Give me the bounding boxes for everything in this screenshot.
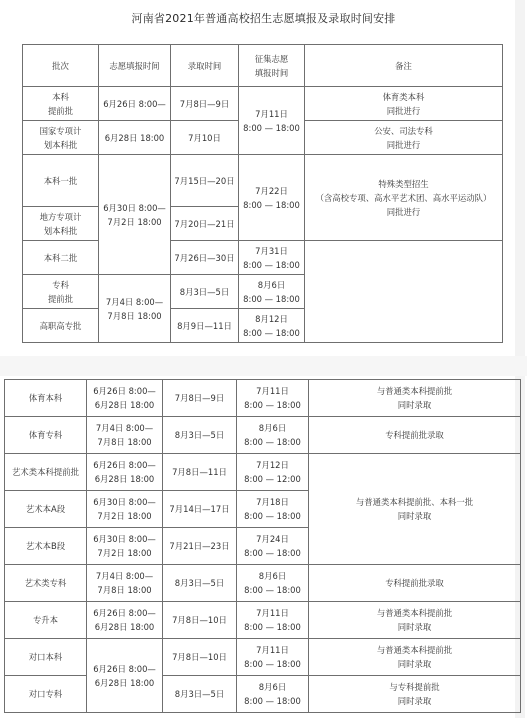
batch-cell: 艺术类本科提前批 [5, 454, 87, 491]
fill-time-cell: 6月30日 8:00— 7月2日 18:00 [87, 528, 163, 565]
note-cell: 体育类本科 同批进行 [305, 87, 503, 121]
note-cell: 与普通类本科提前批 同时录取 [309, 602, 521, 639]
admit-time-cell: 7月20日—21日 [171, 207, 239, 241]
fill-time-cell: 6月30日 8:00— 7月2日 18:00 [87, 491, 163, 528]
batch-cell: 体育专科 [5, 417, 87, 454]
collect-time-cell: 8月6日 8:00 — 18:00 [237, 565, 309, 602]
collect-time-cell: 8月6日 8:00 — 18:00 [237, 676, 309, 713]
table-row [5, 380, 521, 417]
collect-time-cell: 7月11日 8:00 — 18:00 [239, 87, 305, 155]
fill-time-cell: 6月28日 18:00 [99, 121, 171, 155]
note-cell-empty [305, 241, 503, 343]
table-header-row [23, 45, 503, 87]
table-row [5, 454, 521, 491]
admit-time-cell: 8月3日—5日 [171, 275, 239, 309]
fill-time-cell: 7月4日 8:00— 7月8日 18:00 [87, 565, 163, 602]
batch-cell: 国家专项计 划本科批 [23, 121, 99, 155]
table-row [23, 87, 503, 121]
header-collect-time: 征集志愿 填报时间 [239, 45, 305, 87]
batch-cell: 地方专项计 划本科批 [23, 207, 99, 241]
collect-time-cell: 8月6日 8:00 — 18:00 [239, 275, 305, 309]
admit-time-cell: 8月3日—5日 [163, 565, 237, 602]
separator-band [0, 356, 527, 376]
collect-time-cell: 7月11日 8:00 — 18:00 [237, 602, 309, 639]
table-row [5, 639, 521, 676]
collect-time-cell: 8月6日 8:00 — 18:00 [237, 417, 309, 454]
table-row [5, 417, 521, 454]
note-cell: 与普通类本科提前批、本科一批 同时录取 [309, 454, 521, 565]
collect-time-cell: 8月12日 8:00 — 18:00 [239, 309, 305, 343]
collect-time-cell: 7月11日 8:00 — 18:00 [237, 639, 309, 676]
fill-time-cell: 7月4日 8:00— 7月8日 18:00 [87, 417, 163, 454]
schedule-table-special [4, 379, 521, 713]
note-cell: 公安、司法专科 同批进行 [305, 121, 503, 155]
admit-time-cell: 7月21日—23日 [163, 528, 237, 565]
batch-cell: 高职高专批 [23, 309, 99, 343]
page-title: 河南省2021年普通高校招生志愿填报及录取时间安排 [131, 12, 396, 25]
batch-cell: 本科一批 [23, 155, 99, 207]
collect-time-cell: 7月18日 8:00 — 18:00 [237, 491, 309, 528]
fill-time-cell: 7月4日 8:00— 7月8日 18:00 [99, 275, 171, 343]
schedule-table-main [22, 44, 503, 343]
admit-time-cell: 7月8日—9日 [163, 380, 237, 417]
batch-cell: 艺术本A段 [5, 491, 87, 528]
table-row [23, 155, 503, 207]
admit-time-cell: 8月3日—5日 [163, 417, 237, 454]
batch-cell: 艺术类专科 [5, 565, 87, 602]
admit-time-cell: 7月8日—10日 [163, 639, 237, 676]
fill-time-cell: 6月26日 8:00— 6月28日 18:00 [87, 639, 163, 713]
batch-cell: 专科 提前批 [23, 275, 99, 309]
note-cell: 专科提前批录取 [309, 417, 521, 454]
admit-time-cell: 7月14日—17日 [163, 491, 237, 528]
header-fill-time: 志愿填报时间 [99, 45, 171, 87]
table-row [5, 602, 521, 639]
fill-time-cell: 6月26日 8:00— 6月28日 18:00 [87, 380, 163, 417]
admit-time-cell: 7月8日—11日 [163, 454, 237, 491]
collect-time-cell: 7月11日 8:00 — 18:00 [237, 380, 309, 417]
fill-time-cell: 6月26日 8:00— 6月28日 18:00 [87, 602, 163, 639]
batch-cell: 专升本 [5, 602, 87, 639]
admit-time-cell: 8月3日—5日 [163, 676, 237, 713]
batch-cell: 对口本科 [5, 639, 87, 676]
note-cell: 与普通类本科提前批 同时录取 [309, 639, 521, 676]
header-note: 备注 [305, 45, 503, 87]
batch-cell: 对口专科 [5, 676, 87, 713]
note-cell: 特殊类型招生 （含高校专项、高水平艺术团、高水平运动队） 同批进行 [305, 155, 503, 241]
collect-time-cell: 7月12日 8:00 — 12:00 [237, 454, 309, 491]
admit-time-cell: 7月15日—20日 [171, 155, 239, 207]
batch-cell: 体育本科 [5, 380, 87, 417]
batch-cell: 本科 提前批 [23, 87, 99, 121]
table-row [5, 676, 521, 713]
batch-cell: 本科二批 [23, 241, 99, 275]
header-batch: 批次 [23, 45, 99, 87]
collect-time-cell: 7月24日 8:00 — 18:00 [237, 528, 309, 565]
fill-time-cell: 6月30日 8:00— 7月2日 18:00 [99, 155, 171, 275]
fill-time-cell: 6月26日 8:00— [99, 87, 171, 121]
admit-time-cell: 8月9日—11日 [171, 309, 239, 343]
table-row [23, 241, 503, 275]
admit-time-cell: 7月26日—30日 [171, 241, 239, 275]
batch-cell: 艺术本B段 [5, 528, 87, 565]
note-cell: 专科提前批录取 [309, 565, 521, 602]
admit-time-cell: 7月8日—9日 [171, 87, 239, 121]
note-cell: 与普通类本科提前批 同时录取 [309, 380, 521, 417]
table-row [5, 565, 521, 602]
header-admit-time: 录取时间 [171, 45, 239, 87]
collect-time-cell: 7月22日 8:00 — 18:00 [239, 155, 305, 241]
collect-time-cell: 7月31日 8:00 — 18:00 [239, 241, 305, 275]
note-cell: 与专科提前批 同时录取 [309, 676, 521, 713]
admit-time-cell: 7月10日 [171, 121, 239, 155]
admit-time-cell: 7月8日—10日 [163, 602, 237, 639]
fill-time-cell: 6月26日 8:00— 6月28日 18:00 [87, 454, 163, 491]
